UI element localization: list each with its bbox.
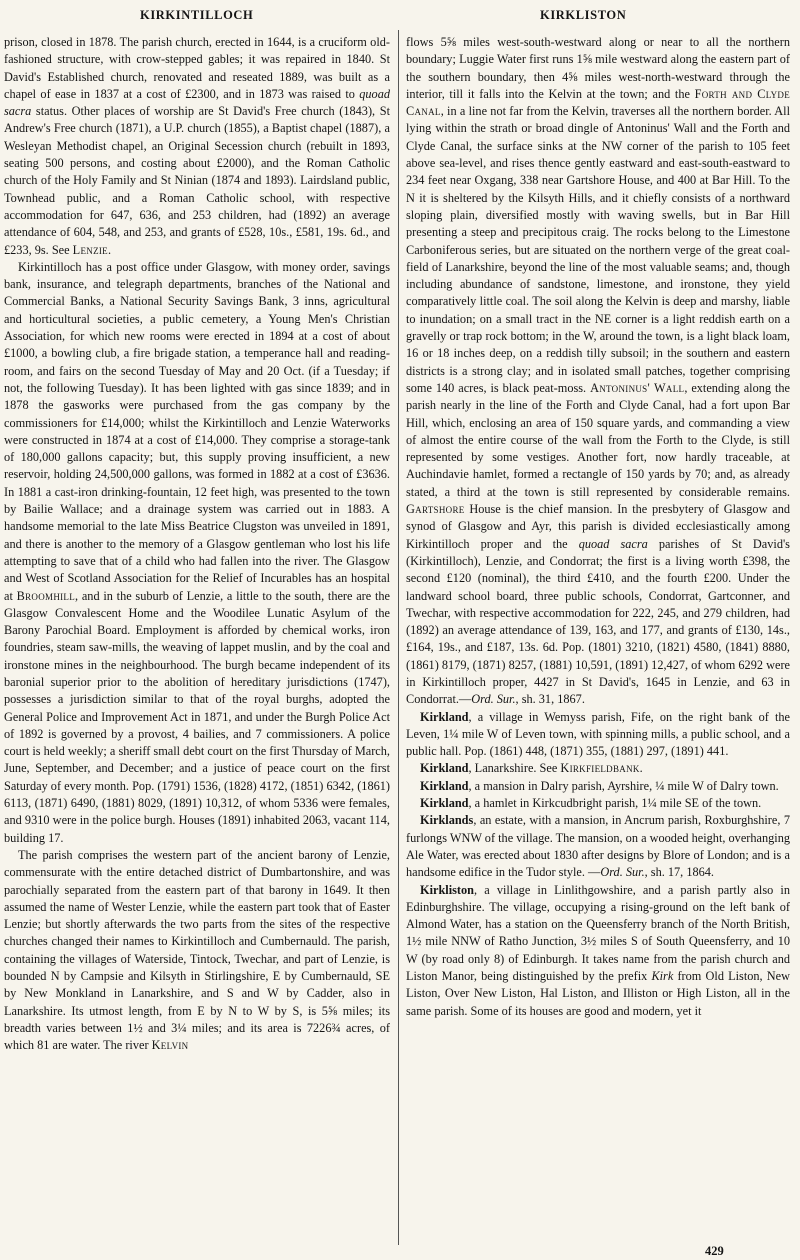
cross-reference: Broomhill [16,588,76,603]
cross-reference: Lenzie [72,242,108,257]
entry-kirkland-dalry: Kirkland, a mansion in Dalry parish, Ayrshire, ¼ mile W of Dalry town. [420,778,779,793]
entry-kirklands: Kirklands, an estate, with a mansion, in Ancrum parish, Roxburghshire, 7 furlongs WNW of the village. The mansion, on a wooded height, overhanging Ale Water, was erected about 1830 after designs by Blore of London; and is a handsome edifice in the Tudor style. —Ord. Sur., sh. 17, 1864. [406,813,790,880]
paragraph-parish-continued: flows 5⅝ miles west-south-westward along or near to all the northern boundary; Luggie Water first runs 1⅝ mile westward along the eastern part of the southern boundary, then 4⅝ miles west-north-westward through the interior, till it falls into the Kelvin at the town; and the Forth and Clyde Canal, in a line not far from the Kelvin, traverses all the northern border. All lying within the strath or broad dingle of Antoninus' Wall and the Forth and Clyde Canal, the surface sinks at the NW corner of the parish to 105 feet above sea-level, and rises thence gently eastward and east-south-eastward to 234 feet near Oxgang, 338 near Gartshore House, and 400 at Bar Hill. To the N it is sheltered by the Kilsyth Hills, and it chiefly consists of a northward sloping plain, diversified mostly with waving swells, but in Bar Hill presenting a steep and precipitous craig. The rocks belong to the Limestone Carboniferous series, but are situated on the northern verge of the great coal-field of Lanarkshire, beyond the line of the most valuable seams; and, though including abundance of sandstone, limestone, and ironstone, they yield comparatively little coal. The soil along the Kelvin is deep and marshy, liable to inundation; on a small tract in the NE corner is a light reddish earth on a gravelly or trap rock bottom; in the W, around the town, is a light black loam, 16 or 18 inches deep, on a reddish tilly subsoil; in the southern and eastern districts is a strong clay; and in isolated small patches, together comprising some 140 acres, is black peat-moss. Antoninus' Wall, extending along the parish nearly in the line of the Forth and Clyde Canal, had a fort upon Bar Hill, which, enclosing an area of 150 square yards, and commanding a view of almost the entire course of the wall from the Forth to the Clyde, is still represented by some vestiges. Another fort, now hardly traceable, at Auchindavie hamlet, formed a rectangle of 150 yards by 70; and, as already stated, a third at the town is still represented by considerable remains. Gartshore House is the chief mansion. In the presbytery of Glasgow and synod of Glasgow and Ayr, this parish is divided ecclesiastically among Kirkintilloch proper and the quoad sacra parishes of St David's (Kirkintilloch), Lenzie, and Condorrat; the first is a living worth £398, the second £120 (nominal), the third £410, and the fourth £200. Under the landward school board, three public schools, Condorrat, Gartconner, and Twechar, with respective accommodation for 222, 245, and 279 children, had (1892) an average attendance of 139, 163, and 177, and grants of £130, 14s., £164, 19s., and £187, 13s. 6d. Pop. (1801) 3210, (1821) 4580, (1841) 8880, (1861) 8179, (1871) 8257, (1881) 10,591, (1891) 12,427, of whom 6292 were in Kirkintilloch proper, 4427 in St David's, 1645 in Lenzie, and 63 in Condorrat.—Ord. Sur., sh. 31, 1867. [406,35,790,707]
cross-reference: Forth and Clyde Canal [406,86,790,119]
entry-headword: Kirklands [420,813,474,828]
entry-headword: Kirkland [420,778,469,793]
page-number: 429 [705,1244,724,1258]
entry-kirkland-kirkcudbright: Kirkland, a hamlet in Kirkcudbright parish, 1¼ mile SE of the town. [420,796,762,811]
paragraph-parish-description: The parish comprises the western part of the ancient barony of Lenzie, commensurate with the entire detached district of Dumbartonshire, and was parochially separated from the eastern part of that barony in 1649. It then assumed the name of Wester Lenzie, while the eastern part took that of Easter Lenzie; but shortly afterwards the two parts from the sites of the respective churches changed their names to Kirkintilloch and Cumbernauld. The parish, containing the villages of Waterside, Tintock, Twechar, and part of Lenzie, is bounded N by Campsie and Kilsyth in Stirlingshire, E by Cumbernauld, SE by New Monkland in Lanarkshire, and S and W by Cadder, also in Lanarkshire. Its utmost length, from E by N to W by S, is 5⅝ miles; its breadth varies between 1½ and 3¼ miles; and its area is 7226¾ acres, of which 81 are water. The river Kelvin [4,847,390,1053]
entry-headword: Kirkland [420,761,469,776]
entry-headword: Kirkland [420,796,469,811]
column-divider [398,30,399,1245]
cross-reference: Gartshore [406,502,465,517]
cross-reference: Kelvin [151,1038,189,1053]
entry-headword: Kirkliston [420,882,474,897]
entry-kirkland-wemyss: Kirkland, a village in Wemyss parish, Fife, on the right bank of the Leven, 1¼ mile W of Leven town, with spinning mills, a public school, and a public hall. Pop. (1861) 448, (1871) 355, (1881) 297, (1891) 441. [406,709,790,759]
entry-kirkland-lanarkshire: Kirkland, Lanarkshire. See Kirkfieldbank. [420,761,643,776]
left-column [4,34,390,1055]
right-column [406,34,790,1020]
cross-reference: Kirkfieldbank [560,761,640,776]
running-head-left: KIRKINTILLOCH [140,8,254,22]
entry-headword: Kirkland [420,709,469,724]
entry-kirkliston: Kirkliston, a village in Linlithgowshire, and a parish partly also in Edinburghshire. The village, occupying a rising-ground on the left bank of Almond Water, has a station on the Queensferry branch of the North British, 1½ mile NNW of Ratho Junction, 3½ miles S of South Queensferry, and 10 W (by road only 8) of Edinburgh. It takes name from the parish church and Liston Manor, being distinguished by the prefix Kirk from Old Liston, New Liston, Over New Liston, Hal Liston, and Illiston or High Liston, all in the same parish. Some of its houses are good and modern, yet it [406,882,790,1018]
paragraph-town-institutions: Kirkintilloch has a post office under Glasgow, with money order, savings bank, insurance, and telegraph departments, branches of the National and Commercial Banks, a National Security Savings Bank, 3 inns, agricultural and horticultural societies, a public cemetery, a Young Men's Christian Association, for which new rooms were erected in 1894 at a cost of about £1000, a bowling club, a fire brigade station, a temperance hall and reading-room, and fairs on the second Tuesday of May and 20 Oct. (if a Tuesday; if not, the following Tuesday). It has been lighted with gas since 1839; and in 1878 the gasworks were purchased from the gas company by the commissioners for £14,000; whilst the Kirkintilloch and Lenzie Waterworks were constructed in 1874 at a cost of £14,000. They comprise a storage-tank of 180,000 gallons capacity; but, this supply proving insufficient, a new reservoir, holding 24,500,000 gallons, was formed in 1882 at a cost of £3636. In 1881 a cast-iron drinking-fountain, 12 feet high, was presented to the town by Bailie Wallace; and a drainage system was carried out in 1883. A handsome memorial to the late Miss Beatrice Clugston was unveiled in 1891, and there is another to the memory of a Glasgow gentleman who lost his life attempting to save that of a child who had fallen into the river. The Glasgow and West of Scotland Association for the Relief of Incurables has an hospital at Broomhill, and in the suburb of Lenzie, a little to the south, there are the Glasgow Convalescent Home and the Woodilee Lunatic Asylum of the Barony Parochial Board. Employment is afforded by chemical works, iron foundries, steam saw-mills, the weaving of lappet muslin, and by the coal and ironstone mines in the neighbourhood. The burgh became independent of its baronial superior prior to the abolition of hereditary jurisdictions (1747), possesses a jurisdiction similar to that of the royal burghs, adopted the General Police and Improvement Act in 1871, and under the Burgh Police Act of 1892 is governed by a provost, 4 bailies, and 7 commissioners. A police court is held weekly; a sheriff small debt court on the first Thursday of March, June, September, and December; and a justice of peace court on the first Saturday of every month. Pop. (1791) 1536, (1828) 4172, (1851) 6342, (1861) 6113, (1871) 6490, (1881) 8029, (1891) 10,312, of whom 5336 were females, and 9310 were in the police burgh. Houses (1891) inhabited 2063, vacant 114, building 17. [4,259,390,845]
paragraph-churches: prison, closed in 1878. The parish church, erected in 1644, is a cruciform old-fashioned structure, with crow-stepped gables; it was repaired in 1840. St David's Established church, renovated and reseated 1889, was built as a chapel of ease in 1837 at a cost of £2300, and in 1873 was raised to quoad sacra status. Other places of worship are St David's Free church (1843), St Andrew's Free church (1871), a U.P. church (1855), a Baptist chapel (1887), a Wesleyan Methodist chapel, an Original Secession church (rebuilt in 1893, seating 500 persons, and costing about £2000), and the Roman Catholic church of the Holy Family and St Ninian (1874 and 1893). Lairdsland public, Townhead public, and a Roman Catholic school, with respective accommodation for 647, 636, and 253 children, had (1892) an average attendance of 604, 548, and 253, and grants of £528, 10s., £581, 19s. 6d., and £233, 9s. See Lenzie. [4,35,390,257]
running-head-right: KIRKLISTON [540,8,627,22]
cross-reference: Antoninus' Wall [590,380,685,395]
